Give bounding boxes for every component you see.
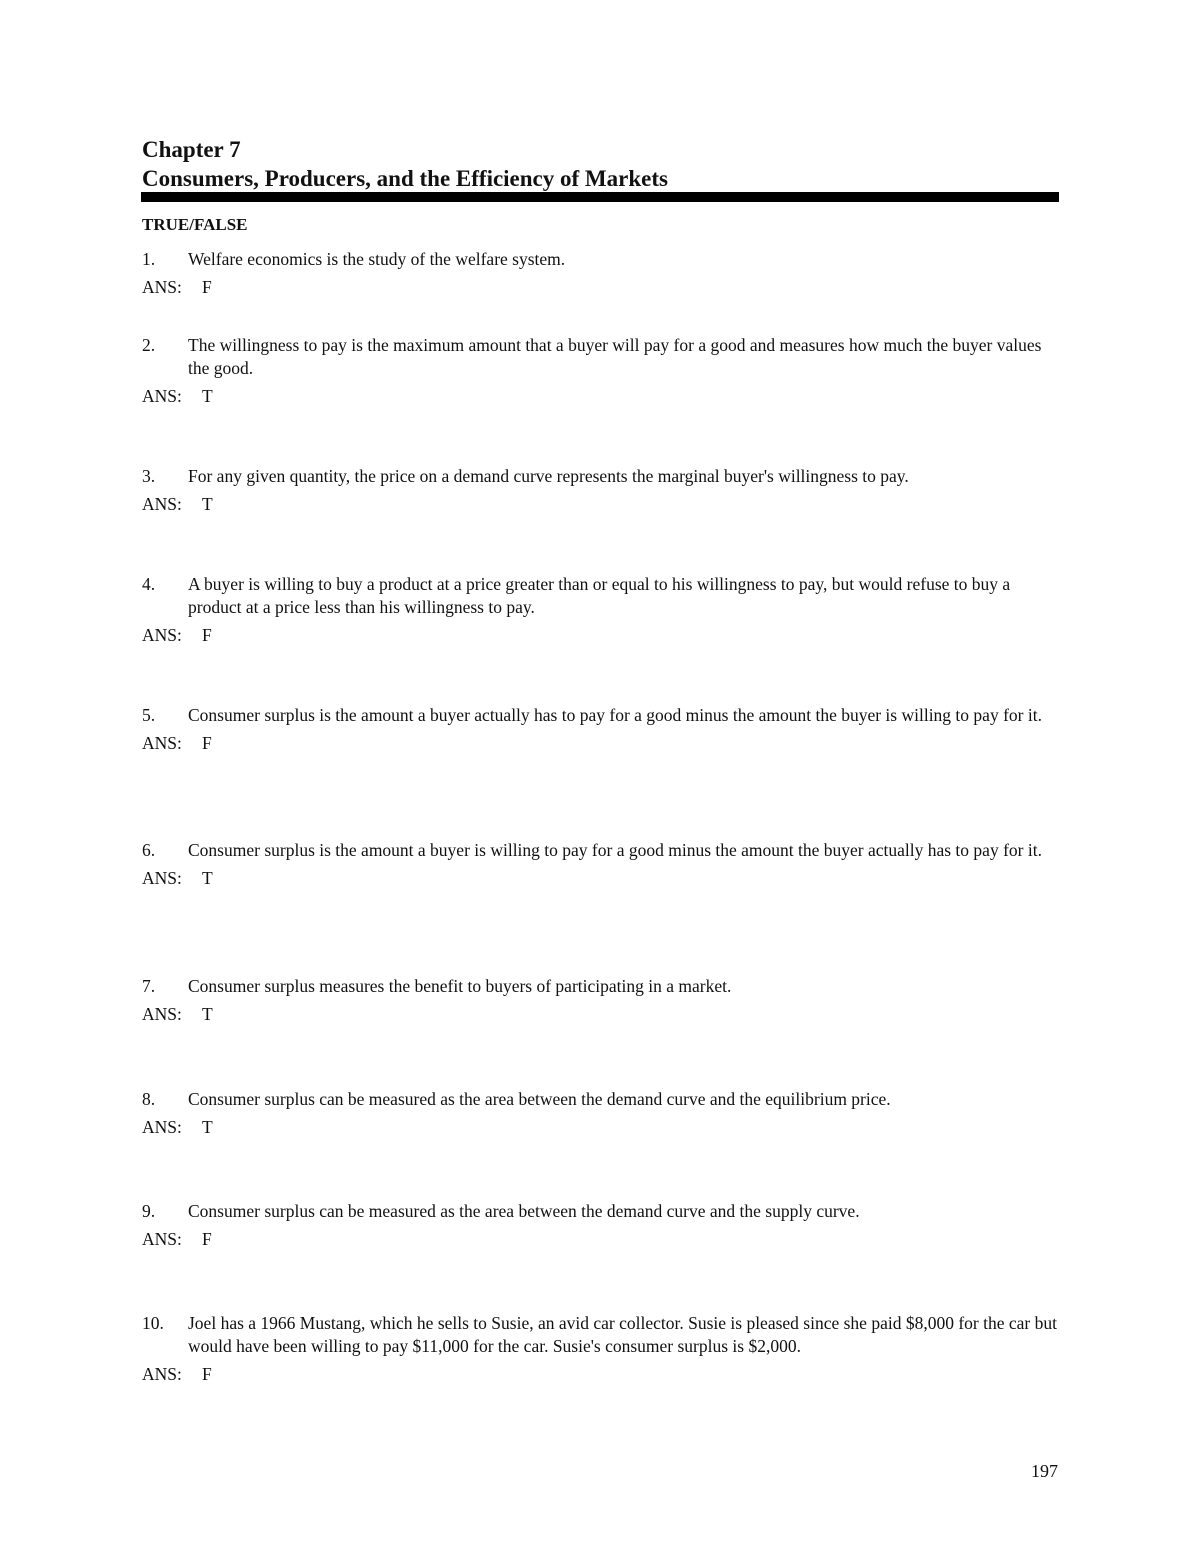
question-item — [142, 839, 1060, 890]
chapter-number: Chapter 7 — [142, 137, 241, 162]
answer-value: T — [202, 1004, 213, 1024]
title-rule — [141, 192, 1059, 202]
answer-line — [142, 1003, 1060, 1026]
question-item — [142, 704, 1060, 755]
question-text: Consumer surplus can be measured as the area between the demand curve and the equilibrium price. — [188, 1089, 891, 1109]
question-number: 4. — [142, 574, 156, 594]
question-item — [142, 1088, 1060, 1139]
question-number: 8. — [142, 1089, 156, 1109]
answer-label: ANS: — [142, 494, 182, 514]
question-number: 3. — [142, 466, 156, 486]
answer-value: F — [202, 625, 212, 645]
question-number: 10. — [142, 1313, 164, 1333]
question-item — [142, 248, 1060, 299]
page-number: 197 — [1031, 1461, 1058, 1481]
answer-value: F — [202, 1364, 212, 1384]
answer-line — [142, 385, 1060, 408]
question-number: 7. — [142, 976, 156, 996]
answer-label: ANS: — [142, 1229, 182, 1249]
answer-value: T — [202, 386, 213, 406]
question-item — [142, 975, 1060, 1026]
question-number: 1. — [142, 249, 156, 269]
answer-value: T — [202, 494, 213, 514]
answer-value: F — [202, 277, 212, 297]
question-text: A buyer is willing to buy a product at a price greater than or equal to his willingness to pay, but would refuse to buy a product at a price less than his willingness to pay. — [188, 574, 1011, 617]
question-number: 5. — [142, 705, 156, 725]
question-number: 9. — [142, 1201, 156, 1221]
question-text: Consumer surplus is the amount a buyer actually has to pay for a good minus the amount the buyer is willing to pay for it. — [188, 705, 1042, 725]
answer-line — [142, 1116, 1060, 1139]
answer-label: ANS: — [142, 386, 182, 406]
answer-label: ANS: — [142, 1117, 182, 1137]
question-text: Consumer surplus measures the benefit to buyers of participating in a market. — [188, 976, 732, 996]
question-number: 2. — [142, 335, 156, 355]
question-text: For any given quantity, the price on a demand curve represents the marginal buyer's willingness to pay. — [188, 466, 909, 486]
question-text: Consumer surplus is the amount a buyer is willing to pay for a good minus the amount the buyer actually has to pay for it. — [188, 840, 1042, 860]
answer-value: T — [202, 868, 213, 888]
question-item — [142, 1200, 1060, 1251]
question-item — [142, 573, 1060, 647]
question-item — [142, 334, 1060, 408]
answer-label: ANS: — [142, 868, 182, 888]
answer-line — [142, 624, 1060, 647]
answer-line — [142, 732, 1060, 755]
answer-line — [142, 1363, 1060, 1386]
answer-label: ANS: — [142, 1004, 182, 1024]
chapter-title: Consumers, Producers, and the Efficiency of Markets — [142, 166, 668, 191]
answer-line — [142, 493, 1060, 516]
answer-line — [142, 1228, 1060, 1251]
answer-label: ANS: — [142, 1364, 182, 1384]
answer-line — [142, 276, 1060, 299]
answer-line — [142, 867, 1060, 890]
answer-value: T — [202, 1117, 213, 1137]
answer-label: ANS: — [142, 625, 182, 645]
answer-value: F — [202, 1229, 212, 1249]
answer-label: ANS: — [142, 733, 182, 753]
question-text: Welfare economics is the study of the welfare system. — [188, 249, 566, 269]
question-number: 6. — [142, 840, 156, 860]
answer-label: ANS: — [142, 277, 182, 297]
question-item — [142, 465, 1060, 516]
question-text: Joel has a 1966 Mustang, which he sells to Susie, an avid car collector. Susie is pleased since she paid $8,000 for the car but would have been willing to pay $11,000 for the car. Susie's consumer surplus is $2,000. — [188, 1313, 1057, 1356]
section-heading: TRUE/FALSE — [142, 215, 248, 234]
question-text: The willingness to pay is the maximum amount that a buyer will pay for a good and measures how much the buyer values the good. — [188, 335, 1042, 378]
answer-value: F — [202, 733, 212, 753]
question-item — [142, 1312, 1060, 1386]
question-text: Consumer surplus can be measured as the area between the demand curve and the supply curve. — [188, 1201, 860, 1221]
